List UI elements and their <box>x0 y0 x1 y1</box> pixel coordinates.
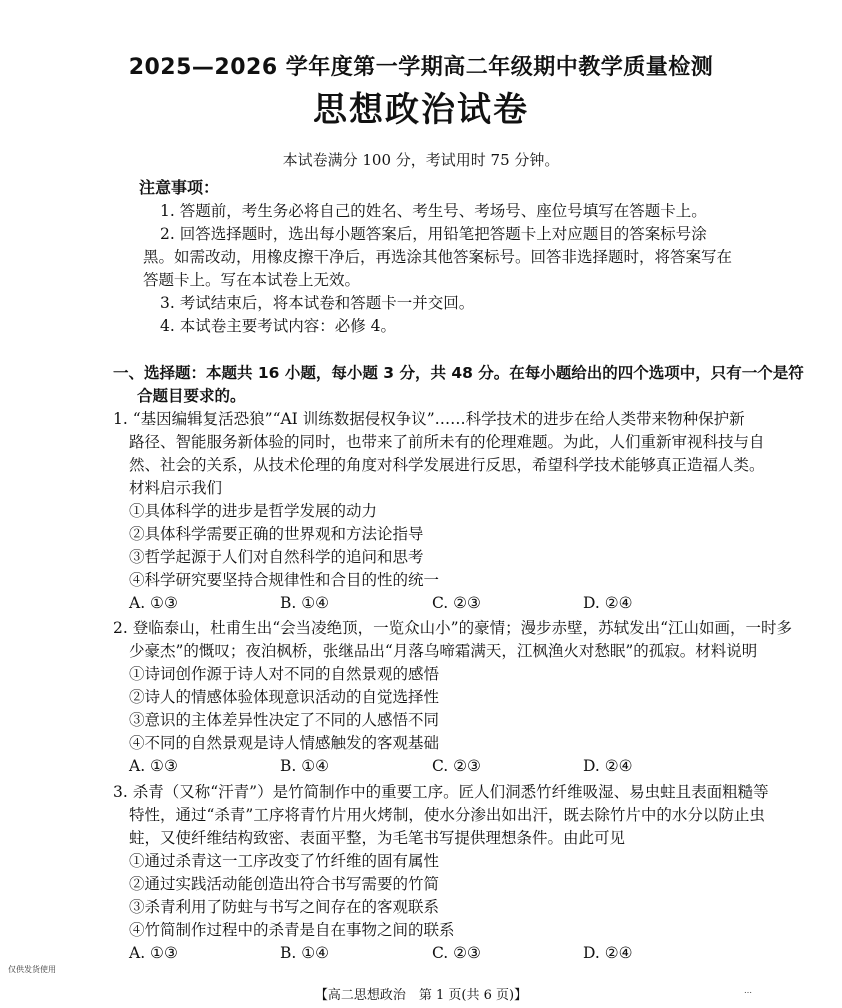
page-footer: 【高二思想政治 第 1 页(共 6 页)】 <box>314 988 528 1003</box>
section-line-2: 合题目要求的。 <box>137 387 246 405</box>
option-c: C. ②③ <box>432 944 481 962</box>
option-d: D. ②④ <box>583 944 633 962</box>
question-item: ③意识的主体差异性决定了不同的人感悟不同 <box>129 711 440 729</box>
option-a: A. ①③ <box>129 757 178 775</box>
exam-title: 2025—2026 学年度第一学期高二年级期中教学质量检测 <box>128 55 714 80</box>
option-c: C. ②③ <box>432 757 481 775</box>
question-item: ④不同的自然景观是诗人情感触发的客观基础 <box>129 734 440 752</box>
question-stem-line: 蛀，又使纤维结构致密、表面平整，为毛笔书写提供理想条件。由此可见 <box>129 829 626 847</box>
question-stem-line: 材料启示我们 <box>129 479 223 497</box>
question-stem-line: 少豪杰”的慨叹；夜泊枫桥，张继品出“月落乌啼霜满天，江枫渔火对愁眠”的孤寂。材料说明 <box>129 642 758 660</box>
question-stem-line: 1. “基因编辑复活恐狼”“AI 训练数据侵权争议”……科学技术的进步在给人类带来物种保护新 <box>113 410 745 428</box>
question-stem-line: 2. 登临泰山，杜甫生出“会当凌绝顶，一览众山小”的豪情；漫步赤壁，苏轼发出“江山如画，一时多 <box>113 619 792 637</box>
exam-meta: 本试卷满分 100 分，考试用时 75 分钟。 <box>282 151 560 169</box>
question-item: ③哲学起源于人们对自然科学的追问和思考 <box>129 548 424 566</box>
section-line-1: 一、选择题：本题共 16 小题，每小题 3 分，共 48 分。在每小题给出的四个选项中，只有一个是符 <box>113 364 804 382</box>
option-b: B. ①④ <box>280 944 330 962</box>
notice-line: 4. 本试卷主要考试内容：必修 4。 <box>160 317 397 335</box>
question-item: ④科学研究要坚持合规律性和合目的性的统一 <box>129 571 440 589</box>
side-note: 仅供发货使用 <box>8 965 56 974</box>
question-item: ②通过实践活动能创造出符合书写需要的竹简 <box>129 875 440 893</box>
option-a: A. ①③ <box>129 944 178 962</box>
notice-heading: 注意事项： <box>139 178 220 197</box>
question-stem-line: 特性，通过“杀青”工序将青竹片用火烤制，使水分渗出如出汗，既去除竹片中的水分以防止虫 <box>129 806 765 824</box>
exam-subject: 思想政治试卷 <box>313 90 529 130</box>
question-item: ③杀青利用了防蛀与书写之间存在的客观联系 <box>129 898 440 916</box>
notice-line: 1. 答题前，考生务必将自己的姓名、考生号、考场号、座位号填写在答题卡上。 <box>160 202 707 220</box>
question-item: ④竹简制作过程中的杀青是自在事物之间的联系 <box>129 921 455 939</box>
question-item: ①具体科学的进步是哲学发展的动力 <box>129 502 378 520</box>
notice-line: 答题卡上。写在本试卷上无效。 <box>143 271 361 289</box>
option-c: C. ②③ <box>432 594 481 612</box>
notice-line: 黑。如需改动，用橡皮擦干净后，再选涂其他答案标号。回答非选择题时，将答案写在 <box>143 248 733 266</box>
question-stem-line: 3. 杀青（又称“汗青”）是竹简制作中的重要工序。匠人们洞悉竹纤维吸湿、易虫蛀且表面粗糙等 <box>113 783 769 801</box>
question-item: ②诗人的情感体验体现意识活动的自觉选择性 <box>129 688 440 706</box>
question-item: ①诗词创作源于诗人对不同的自然景观的感悟 <box>129 665 440 683</box>
option-b: B. ①④ <box>280 594 330 612</box>
question-stem-line: 然、社会的关系，从技术伦理的角度对科学发展进行反思，希望科学技术能够真正造福人类。 <box>129 456 765 474</box>
notice-line: 3. 考试结束后，将本试卷和答题卡一并交回。 <box>160 294 475 312</box>
question-stem-line: 路径、智能服务新体验的同时，也带来了前所未有的伦理难题。为此，人们重新审视科技与自 <box>129 433 765 451</box>
option-d: D. ②④ <box>583 594 633 612</box>
section-heading <box>113 362 804 408</box>
question-item: ①通过杀青这一工序改变了竹纤维的固有属性 <box>129 852 440 870</box>
notice-line: 2. 回答选择题时，选出每小题答案后，用铅笔把答题卡上对应题目的答案标号涂 <box>160 225 707 243</box>
corner-mark: … <box>744 986 752 995</box>
question-item: ②具体科学需要正确的世界观和方法论指导 <box>129 525 424 543</box>
option-b: B. ①④ <box>280 757 330 775</box>
option-d: D. ②④ <box>583 757 633 775</box>
option-a: A. ①③ <box>129 594 178 612</box>
